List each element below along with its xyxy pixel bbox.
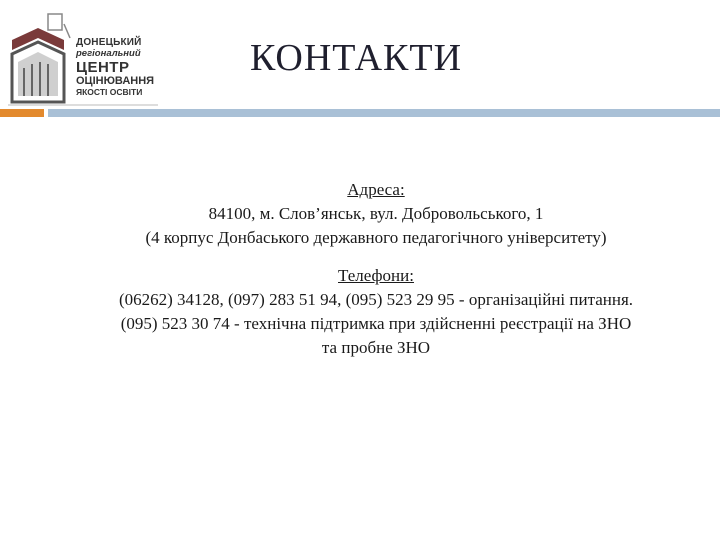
address-heading: Адреса: — [347, 180, 405, 199]
logo-text-1: ДОНЕЦЬКИЙ — [76, 37, 142, 48]
logo-text-3: ЦЕНТР — [76, 58, 130, 76]
phones-heading: Телефони: — [338, 266, 414, 285]
phones-line-1: (06262) 34128, (097) 283 51 94, (095) 523 29 95 - організаційні питання. — [118, 290, 634, 309]
contact-content — [40, 178, 712, 360]
logo-text-4: ОЦІНЮВАННЯ — [76, 74, 155, 87]
logo-text-5: ЯКОСТІ ОСВІТИ — [76, 86, 143, 97]
header-rule-blue — [48, 109, 720, 117]
logo-text-2: регіональний — [76, 48, 141, 59]
phones-line-3: та пробне ЗНО — [321, 338, 431, 357]
phones-line-2: (095) 523 30 74 - технічна підтримка при здійсненні реєстрації на ЗНО — [120, 314, 632, 333]
header-rule-orange — [0, 109, 44, 117]
address-line-2: (4 корпус Донбаського державного педагогічного університету) — [145, 228, 607, 247]
logo — [8, 10, 158, 106]
page-title: КОНТАКТИ — [250, 37, 463, 79]
address-line-1: 84100, м. Слов’янськ, вул. Добровольського, 1 — [208, 204, 544, 223]
